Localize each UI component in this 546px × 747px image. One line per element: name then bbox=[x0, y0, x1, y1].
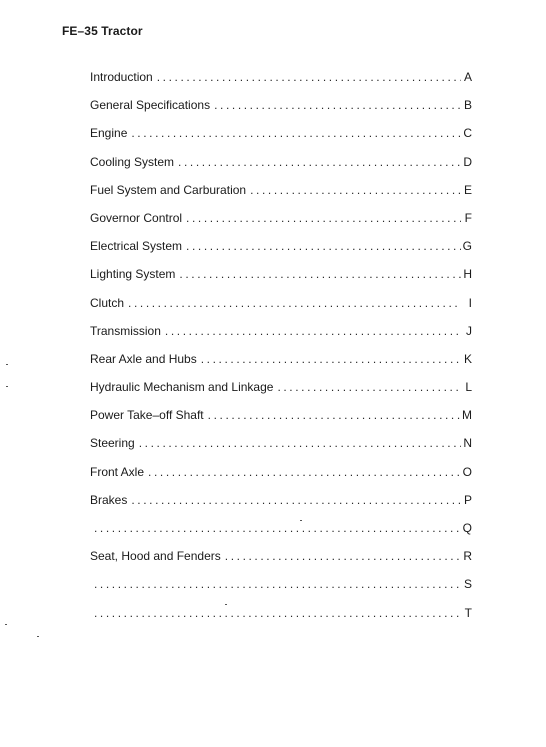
scan-speck bbox=[6, 364, 8, 365]
dot-leader bbox=[94, 606, 461, 620]
dot-leader bbox=[277, 380, 461, 394]
scan-speck bbox=[300, 520, 302, 521]
toc-entry-section-letter: N bbox=[463, 436, 472, 451]
toc-entry bbox=[90, 549, 472, 577]
toc-entry-section-letter: H bbox=[463, 267, 472, 282]
toc-entry-title: Hydraulic Mechanism and Linkage bbox=[90, 380, 274, 395]
toc-entry bbox=[90, 267, 472, 295]
scan-speck bbox=[225, 604, 227, 605]
toc-entry-section-letter: P bbox=[463, 492, 472, 507]
toc-entry bbox=[90, 211, 472, 239]
toc-entry-section-letter: T bbox=[464, 605, 472, 620]
dot-leader bbox=[208, 408, 461, 422]
page-title: FE–35 Tractor bbox=[62, 24, 143, 38]
dot-leader bbox=[94, 521, 461, 535]
toc-entry bbox=[90, 577, 472, 605]
toc-entry bbox=[90, 352, 472, 380]
toc-entry-title: Governor Control bbox=[90, 210, 183, 225]
toc-entry bbox=[90, 70, 472, 98]
dot-leader bbox=[94, 577, 461, 591]
scan-speck bbox=[6, 386, 8, 387]
toc-entry bbox=[90, 436, 472, 464]
toc-entry bbox=[90, 239, 472, 267]
dot-leader bbox=[179, 267, 461, 281]
dot-leader bbox=[201, 352, 461, 366]
toc-entry bbox=[90, 183, 472, 211]
toc-entry-title: Cooling System bbox=[90, 154, 175, 169]
scan-speck bbox=[5, 624, 7, 625]
toc-entry-title: Introduction bbox=[90, 70, 153, 84]
toc-entry-title: Front Axle bbox=[90, 464, 145, 479]
toc-entry-title: Seat, Hood and Fenders bbox=[90, 549, 221, 564]
dot-leader bbox=[186, 239, 461, 253]
toc-entry-section-letter: E bbox=[463, 182, 472, 197]
toc-entry-section-letter: S bbox=[463, 577, 472, 592]
toc-entry-title: Electrical System bbox=[90, 239, 183, 254]
toc-entry-title: Transmission bbox=[90, 323, 161, 338]
toc-entry-section-letter: R bbox=[463, 549, 472, 564]
toc-entry-section-letter: D bbox=[463, 154, 472, 169]
table-of-contents bbox=[90, 70, 472, 634]
dot-leader bbox=[131, 493, 461, 507]
toc-entry bbox=[90, 98, 472, 126]
toc-entry-section-letter: F bbox=[464, 210, 472, 225]
dot-leader bbox=[250, 183, 461, 197]
toc-entry bbox=[90, 380, 472, 408]
toc-entry-section-letter: B bbox=[463, 98, 472, 113]
toc-entry-title: General Specifications bbox=[90, 98, 211, 113]
toc-entry-title: Brakes bbox=[90, 492, 128, 507]
toc-entry-title: Clutch bbox=[90, 295, 125, 310]
toc-entry bbox=[90, 126, 472, 154]
dot-leader bbox=[157, 70, 461, 84]
dot-leader bbox=[131, 126, 461, 140]
dot-leader bbox=[178, 155, 461, 169]
dot-leader bbox=[214, 98, 461, 112]
toc-entry-title: Lighting System bbox=[90, 267, 176, 282]
toc-entry-section-letter: G bbox=[462, 239, 472, 254]
toc-entry bbox=[90, 155, 472, 183]
toc-entry bbox=[90, 606, 472, 634]
dot-leader bbox=[139, 436, 461, 450]
toc-entry-title: Fuel System and Carburation bbox=[90, 182, 247, 197]
toc-entry-title: Power Take–off Shaft bbox=[90, 408, 204, 423]
toc-entry-section-letter: A bbox=[463, 70, 472, 84]
toc-entry-section-letter: J bbox=[466, 323, 472, 338]
dot-leader bbox=[186, 211, 461, 225]
toc-entry-section-letter: I bbox=[468, 295, 472, 310]
toc-entry bbox=[90, 465, 472, 493]
dot-leader bbox=[128, 296, 461, 310]
toc-entry-section-letter: O bbox=[462, 464, 472, 479]
toc-entry-section-letter: K bbox=[463, 351, 472, 366]
toc-entry-section-letter: Q bbox=[462, 521, 472, 535]
toc-entry bbox=[90, 408, 472, 436]
dot-leader bbox=[148, 465, 461, 479]
dot-leader bbox=[165, 324, 461, 338]
toc-entry-title: Steering bbox=[90, 436, 135, 451]
toc-entry bbox=[90, 521, 472, 549]
toc-entry bbox=[90, 493, 472, 521]
scan-speck bbox=[37, 636, 39, 637]
toc-entry-section-letter: L bbox=[465, 380, 472, 395]
toc-entry-title: Engine bbox=[90, 126, 128, 141]
toc-entry bbox=[90, 324, 472, 352]
toc-entry-title: Rear Axle and Hubs bbox=[90, 351, 197, 366]
toc-entry-section-letter: C bbox=[463, 126, 472, 141]
toc-entry-section-letter: M bbox=[462, 408, 472, 423]
toc-entry bbox=[90, 296, 472, 324]
dot-leader bbox=[225, 549, 461, 563]
